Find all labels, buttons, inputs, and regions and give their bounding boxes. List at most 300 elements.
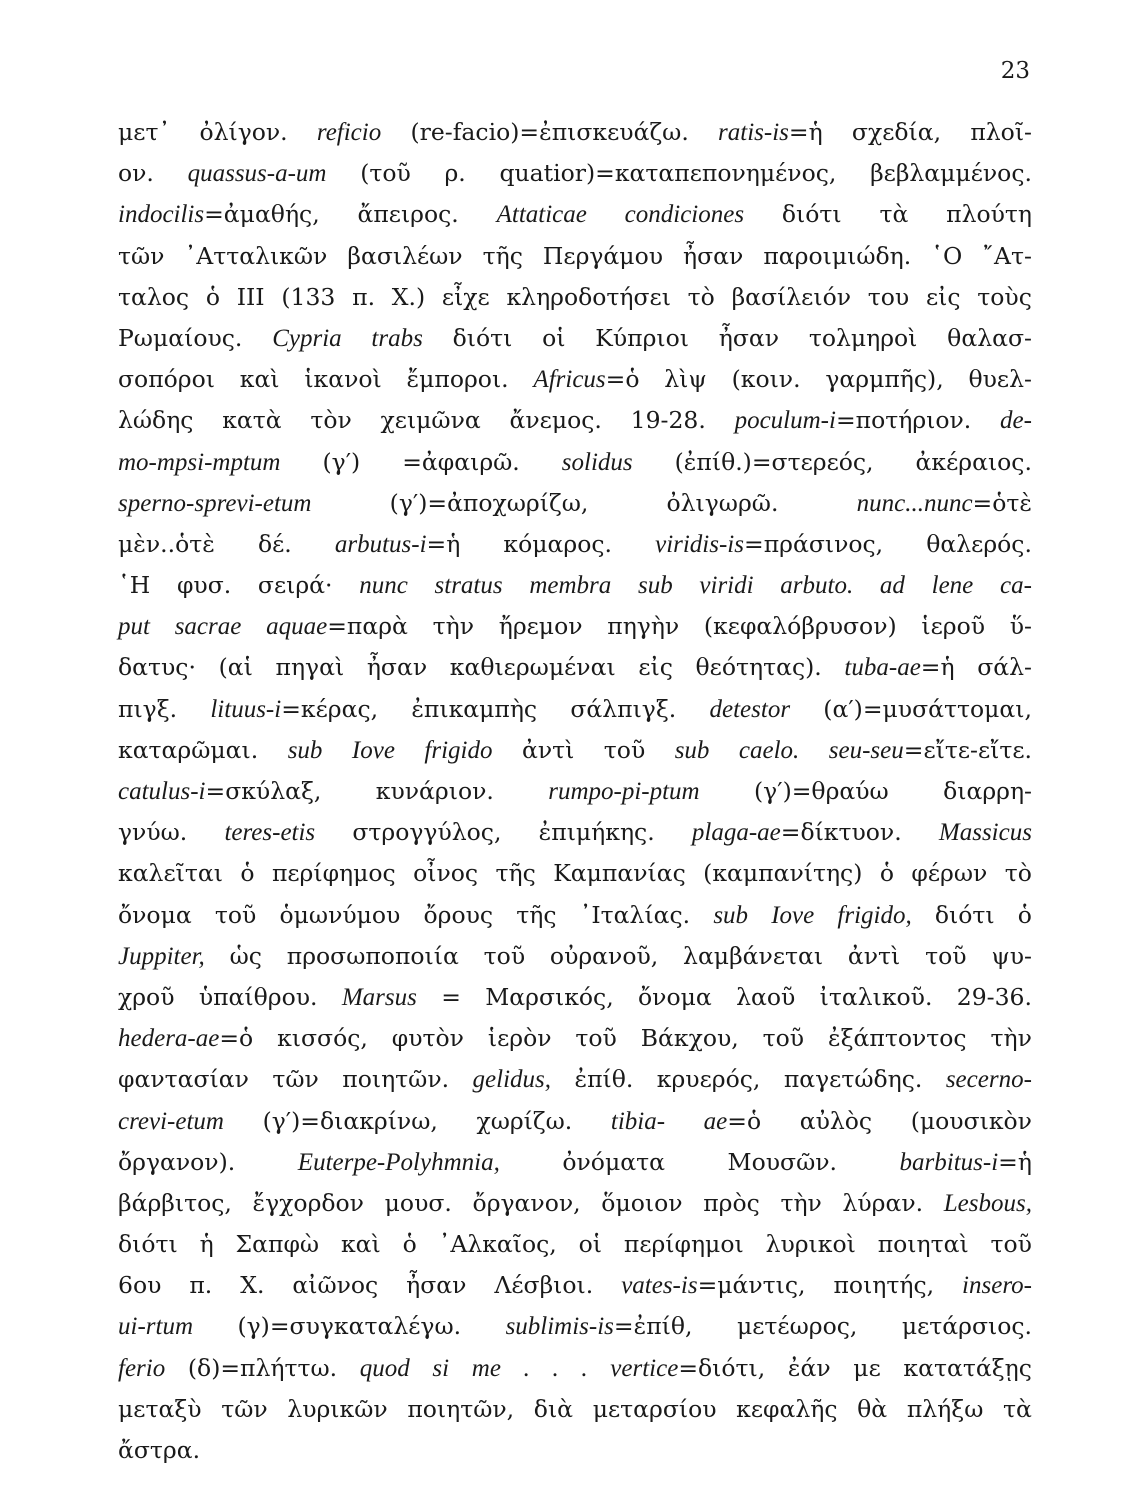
word: ὁ	[1017, 900, 1032, 929]
word: Juppiter,	[118, 942, 205, 970]
word: πλούτη	[946, 200, 1032, 229]
word: χειμῶνα	[380, 406, 481, 435]
word: (αἱ	[218, 653, 253, 682]
word: πηγαὶ	[275, 653, 345, 682]
word: Attaticae	[496, 201, 587, 229]
word: nunc...nunc=ὁτὲ	[856, 488, 1032, 517]
word: Euterpe-Polyhmnia,	[297, 1148, 500, 1176]
word: θυελ-	[968, 365, 1032, 394]
word: ad	[879, 572, 905, 600]
word: ἰταλικοῦ.	[819, 982, 933, 1011]
word: (γ′)=θραύω	[754, 777, 889, 805]
word: βασίλειόν	[731, 282, 852, 311]
word: τολμηροὶ	[808, 323, 918, 352]
word: viridis-is=πράσινος,	[655, 529, 884, 558]
word: σχεδία,	[851, 118, 942, 146]
word: rumpo-pi-ptum	[548, 778, 700, 805]
word: κατὰ	[222, 406, 282, 435]
word: Massicus	[938, 819, 1032, 847]
word: δέ.	[257, 529, 292, 558]
word: λυρικῶν	[287, 1394, 388, 1423]
word: ἐπίθ.	[574, 1065, 634, 1094]
word: μουσ.	[384, 1188, 452, 1217]
word: (κεφαλόβρυσον)	[703, 612, 897, 641]
word: ἐπιμήκης.	[538, 818, 655, 847]
word: καλεῖται	[118, 859, 223, 888]
word: γαρμπῆς),	[825, 365, 944, 394]
word: me	[471, 1354, 501, 1382]
word: tuba-ae=ἡ	[844, 653, 955, 682]
word: εἶχε	[441, 282, 490, 311]
word: κόμαρος.	[503, 529, 612, 558]
text-line	[118, 771, 1032, 812]
word: κεφαλῆς	[736, 1394, 838, 1423]
word: frigido,	[837, 901, 912, 929]
word: ᾿Ιταλίας.	[579, 900, 691, 929]
word: ὑπαίθρου.	[198, 982, 318, 1011]
word: ᾿Αλκαῖος,	[438, 1230, 557, 1259]
word: insero-	[962, 1272, 1032, 1300]
word: ὁ	[879, 859, 894, 888]
word: μετ᾿	[118, 118, 171, 146]
word: αἰῶνος	[292, 1271, 379, 1300]
word: (γ)=συγκαταλέγω.	[237, 1312, 462, 1341]
word: φέρων	[911, 859, 988, 888]
word: διότι	[452, 323, 513, 352]
word: οἶνος	[413, 859, 479, 888]
word: τὸν	[310, 406, 352, 435]
word: λαμβάνεται	[683, 941, 824, 970]
word: ἔμποροι.	[406, 365, 509, 394]
word: ἀντὶ	[847, 941, 901, 970]
text-line	[118, 359, 1032, 400]
word: Μουσῶν.	[727, 1147, 837, 1176]
word: poculum-i=ποτήριον.	[734, 406, 972, 435]
word: 29-36.	[956, 982, 1032, 1011]
word: διαρρη-	[943, 777, 1032, 805]
word: διότι	[118, 1230, 178, 1259]
word: 19-28.	[630, 406, 706, 435]
word: σοπόροι	[118, 365, 215, 394]
word: arbutus-i=ἡ	[334, 529, 461, 558]
word: ἄπειρος.	[357, 200, 459, 229]
word: ἦσαν	[406, 1271, 467, 1300]
word: viridi	[699, 572, 754, 600]
word: .	[552, 1354, 559, 1382]
text-line	[118, 1018, 1032, 1059]
text-line	[118, 936, 1032, 977]
text-line	[118, 1224, 1032, 1265]
word: Marsus	[341, 983, 417, 1011]
word: φυτὸν	[391, 1024, 464, 1053]
word: ἀκέραιος.	[915, 447, 1032, 476]
word: Χ.)	[391, 282, 426, 311]
word: quod	[359, 1354, 410, 1382]
word: τοῦ	[483, 941, 526, 970]
word: πιγξ.	[118, 694, 178, 723]
word: τὴν	[990, 1024, 1032, 1053]
word: ratis-is=ἡ	[718, 118, 823, 146]
word: Κύπριοι	[595, 323, 689, 352]
word: τὸ	[687, 282, 715, 311]
word: (γ′)=διακρίνω,	[262, 1106, 438, 1135]
word: οἱ	[542, 323, 566, 352]
word: ἦσαν	[683, 241, 744, 270]
word: ἄστρα.	[118, 1436, 201, 1464]
word: ca-	[999, 572, 1032, 600]
word: (α′)=μυσάττομαι,	[823, 694, 1032, 723]
word: (τοῦ	[360, 159, 411, 188]
word: μετέωρος,	[736, 1312, 858, 1341]
word: ἦσαν	[366, 653, 428, 682]
word: indocilis=ἀμαθής,	[118, 200, 320, 229]
text-line	[118, 442, 1032, 483]
word: vertice=διότι,	[610, 1353, 766, 1382]
word: ᾿Ατταλικῶν	[184, 241, 328, 270]
word: ui-rtum	[118, 1313, 193, 1341]
word: τοῦ	[925, 941, 967, 970]
text-line	[118, 1059, 1032, 1100]
word: του	[867, 282, 910, 311]
word: τὰ	[879, 200, 909, 229]
text-line	[118, 153, 1032, 194]
word: ὁ	[240, 859, 255, 888]
text-line	[118, 277, 1032, 318]
word: καὶ	[340, 1230, 381, 1259]
word: solidus	[561, 448, 633, 476]
text-line	[118, 1101, 1032, 1142]
word: ὀλίγον.	[199, 118, 288, 146]
word: κυνάριον.	[375, 777, 494, 805]
word: προσωποποιία	[286, 941, 459, 970]
word: lene	[931, 572, 974, 600]
word: III	[236, 282, 265, 311]
word: reficio	[316, 119, 382, 146]
word: (δ)=πλήττω.	[187, 1353, 338, 1382]
word: gelidus,	[472, 1066, 551, 1094]
word: mo-mpsi-mptum	[118, 448, 281, 476]
word: ὄνομα	[118, 900, 192, 929]
word: Χ.	[240, 1271, 265, 1300]
word: σάλπιγξ.	[570, 694, 677, 723]
word: τοῦ	[214, 900, 257, 929]
text-line	[118, 236, 1032, 277]
word: ὄρους	[423, 900, 494, 929]
word: ῎Ατ-	[982, 241, 1032, 270]
word: τῶν	[221, 1394, 268, 1423]
word: ἀντὶ	[521, 735, 575, 764]
text-line	[118, 483, 1032, 524]
word: ὄργανον).	[118, 1147, 236, 1176]
word: ῾Ο	[931, 241, 963, 270]
word: de-	[1000, 407, 1032, 435]
word: Africus=ὁ	[533, 365, 640, 394]
text-line	[118, 565, 1032, 606]
word: με	[853, 1353, 881, 1382]
word: οὐρανοῦ,	[549, 941, 659, 970]
word: ον.	[118, 159, 154, 188]
word: secerno-	[945, 1066, 1032, 1094]
word: λώδης	[118, 406, 194, 435]
word: ἐξάπτοντος	[827, 1024, 967, 1053]
text-line	[118, 1265, 1032, 1306]
word: Cypria	[272, 324, 342, 352]
word: δατυς·	[118, 653, 196, 682]
word: trabs	[371, 324, 423, 352]
word: caelo.	[738, 736, 800, 764]
text-line	[118, 812, 1032, 853]
word: ἱερὸν	[487, 1024, 552, 1053]
word: τῶν	[272, 1065, 319, 1094]
word: λὶψ	[664, 365, 707, 394]
word: τοῦ	[603, 735, 646, 764]
word: .	[581, 1354, 588, 1382]
word: barbitus-i=ἡ	[899, 1147, 1032, 1176]
word: παροιμιώδη.	[763, 241, 912, 270]
word: ἱεροῦ	[921, 612, 986, 641]
word: εἰς	[638, 653, 673, 682]
text-line	[118, 1389, 1032, 1430]
word: sublimis-is=ἐπίθ,	[505, 1312, 693, 1341]
word: πηγὴν	[607, 612, 680, 641]
word: θὰ	[857, 1394, 888, 1423]
text-line	[118, 524, 1032, 565]
word: ὁ	[205, 282, 220, 311]
word: τοῦ	[575, 1024, 617, 1053]
word: 6ου	[118, 1271, 162, 1300]
word: μεταξὺ	[118, 1394, 202, 1423]
word: ἦσαν	[718, 323, 780, 352]
word: μετάρσιος.	[901, 1312, 1032, 1341]
word: τῆς	[516, 900, 557, 929]
word: σειρά·	[257, 571, 333, 600]
word: ποιητῶν,	[407, 1394, 515, 1423]
word: Ρωμαίους.	[118, 323, 243, 352]
text-line	[118, 1348, 1032, 1389]
word: λαοῦ	[736, 982, 796, 1011]
word: Iove	[771, 901, 815, 929]
word: sub	[674, 736, 710, 764]
word: ἔγχορδον	[252, 1188, 364, 1217]
word: τὴν	[432, 612, 474, 641]
word: τὸ	[1004, 859, 1032, 888]
word: θαλερός.	[926, 529, 1032, 558]
word: tibia-	[610, 1107, 666, 1135]
word: (γ′)=ἀποχωρίζω,	[389, 488, 589, 517]
word: ἱκανοὶ	[304, 365, 382, 394]
word: βασιλέων	[347, 241, 463, 270]
word: (133	[281, 282, 336, 311]
word: hedera-ae=ὁ	[118, 1024, 254, 1053]
word: κληροδοτήσει	[506, 282, 671, 311]
word: φυσ.	[176, 571, 232, 600]
word: ὕ-	[1009, 612, 1032, 641]
word: βάρβιτος,	[118, 1188, 232, 1217]
word: τῆς	[495, 859, 536, 888]
text-line	[118, 194, 1032, 235]
word: sperno-sprevi-etum	[118, 489, 312, 517]
word: Lesbous,	[943, 1189, 1032, 1217]
word: Περγάμου	[542, 241, 664, 270]
word: λύραν.	[842, 1188, 924, 1217]
word: quatior)=καταπεπονημένος,	[499, 159, 837, 188]
word: sub	[287, 736, 323, 764]
word: τοῦ	[762, 1024, 805, 1053]
word: τὰ	[1003, 1394, 1032, 1423]
word: detestor	[709, 695, 791, 723]
word: αὐλὸς	[799, 1106, 873, 1135]
word: ὀλιγωρῶ.	[666, 488, 779, 517]
word: arbuto.	[780, 572, 854, 600]
word: sub	[713, 901, 749, 929]
text-line	[118, 895, 1032, 936]
word: στρογγύλος,	[352, 818, 502, 847]
word: ποιηταὶ	[877, 1230, 969, 1259]
word: ἐάν	[787, 1353, 831, 1382]
text-line	[118, 606, 1032, 647]
word: διότι	[781, 200, 842, 229]
word: Σαπφὼ	[235, 1230, 320, 1259]
word: ταλος	[118, 282, 190, 311]
text-line	[118, 1183, 1032, 1224]
word: ἐπικαμπὴς	[411, 694, 538, 723]
text-line	[118, 318, 1032, 359]
word: (κοιν.	[731, 365, 801, 394]
word: (ἐπίθ.)=στερεός,	[674, 447, 874, 476]
word: διὰ	[533, 1394, 574, 1423]
word: περίφημοι	[623, 1230, 744, 1259]
word: Μαρσικός,	[485, 982, 614, 1011]
page-number: 23	[1000, 58, 1030, 84]
word: τῶν	[118, 241, 165, 270]
word: μεταρσίου	[592, 1394, 717, 1423]
word: ὁ	[402, 1230, 417, 1259]
text-line	[118, 730, 1032, 771]
word: μὲν..ὁτὲ	[118, 529, 215, 558]
word: catulus-i=σκύλαξ,	[118, 777, 322, 805]
word: ρ.	[444, 159, 466, 188]
word: κατατάξῃς	[903, 1353, 1032, 1382]
word: τοῦ	[990, 1230, 1032, 1259]
word: οἱ	[578, 1230, 603, 1259]
word: =	[441, 982, 461, 1011]
word: ὡς	[229, 941, 262, 970]
word: ὄνομα	[638, 982, 712, 1011]
word: σάλ-	[977, 653, 1032, 682]
word: Λέσβιοι.	[494, 1271, 594, 1300]
word: aquae=παρὰ	[266, 612, 408, 641]
word: .	[523, 1354, 530, 1382]
word: γνύω.	[118, 818, 188, 847]
word: crevi-etum	[118, 1107, 224, 1135]
text-line	[118, 1142, 1032, 1183]
word: =ἀφαιρῶ.	[402, 447, 520, 476]
word: τοὺς	[977, 282, 1032, 311]
word: κισσός,	[277, 1024, 368, 1053]
word: εἰς	[925, 282, 961, 311]
word: καθιερωμέναι	[449, 653, 616, 682]
text-line	[118, 853, 1032, 894]
word: ae=ὁ	[703, 1106, 762, 1135]
word: ἤρεμον	[498, 612, 583, 641]
word: πλήξω	[906, 1394, 984, 1423]
word: sacrae	[174, 613, 242, 641]
word: ῾Η	[118, 571, 151, 600]
word: τῆς	[482, 241, 523, 270]
word: (μουσικὸν	[910, 1106, 1032, 1135]
text-line	[118, 400, 1032, 441]
text-line	[118, 112, 1032, 153]
word: (re-facio)=ἐπισκευάζω.	[410, 118, 689, 146]
word: Βάκχου,	[640, 1024, 739, 1053]
word: plaga-ae=δίκτυον.	[691, 818, 902, 847]
word: φαντασίαν	[118, 1065, 249, 1094]
text-line	[118, 1306, 1032, 1347]
word: λυρικοὶ	[765, 1230, 856, 1259]
word: ψυ-	[991, 941, 1032, 970]
word: πλοῖ-	[970, 118, 1032, 146]
word: Iove	[351, 736, 395, 764]
word: ποιητής,	[833, 1271, 935, 1300]
text-line	[118, 689, 1032, 730]
word: τὴν	[780, 1188, 822, 1217]
word: put	[118, 613, 150, 641]
word: vates-is=μάντις,	[621, 1271, 806, 1300]
word: ὅμοιον	[601, 1188, 683, 1217]
word: θεότητας).	[695, 653, 822, 682]
word: καταρῶμαι.	[118, 735, 259, 764]
word: si	[432, 1354, 450, 1382]
word: βεβλαμμένος.	[870, 159, 1032, 188]
word: quassus-a-um	[187, 160, 327, 188]
word: θαλασ-	[947, 323, 1032, 352]
word: sub	[637, 572, 673, 600]
word: ὁμωνύμου	[279, 900, 401, 929]
word: ἄνεμος.	[509, 406, 602, 435]
word: teres-etis	[224, 819, 316, 847]
word: π.	[189, 1271, 213, 1300]
text-line	[118, 977, 1032, 1018]
word: διότι	[934, 900, 995, 929]
word: nunc	[359, 572, 408, 600]
word: ferio	[118, 1354, 166, 1382]
commentary-text	[118, 112, 1032, 1471]
word: lituus-i=κέρας,	[210, 694, 379, 723]
word: ὄργανον,	[472, 1188, 581, 1217]
word: π.	[352, 282, 376, 311]
word: membra	[529, 572, 612, 600]
word: ἡ	[199, 1230, 214, 1259]
word: (καμπανίτης)	[703, 859, 863, 888]
word: παγετώδης.	[783, 1065, 923, 1094]
word: χροῦ	[118, 982, 175, 1011]
word: καὶ	[239, 365, 280, 394]
text-line	[118, 647, 1032, 688]
text-line	[118, 1430, 1032, 1471]
word: seu-seu=εἴτε-εἴτε.	[828, 735, 1032, 764]
word: ποιητῶν.	[342, 1065, 450, 1094]
word: frigido	[424, 736, 493, 764]
word: κρυερός,	[656, 1065, 761, 1094]
word: stratus	[434, 572, 503, 600]
word: condiciones	[624, 201, 745, 229]
word: περίφημος	[271, 859, 396, 888]
word: Καμπανίας	[553, 859, 686, 888]
word: πρὸς	[703, 1188, 760, 1217]
word: χωρίζω.	[476, 1106, 573, 1135]
word: (γ′)	[322, 447, 361, 476]
word: ὀνόματα	[562, 1147, 665, 1176]
